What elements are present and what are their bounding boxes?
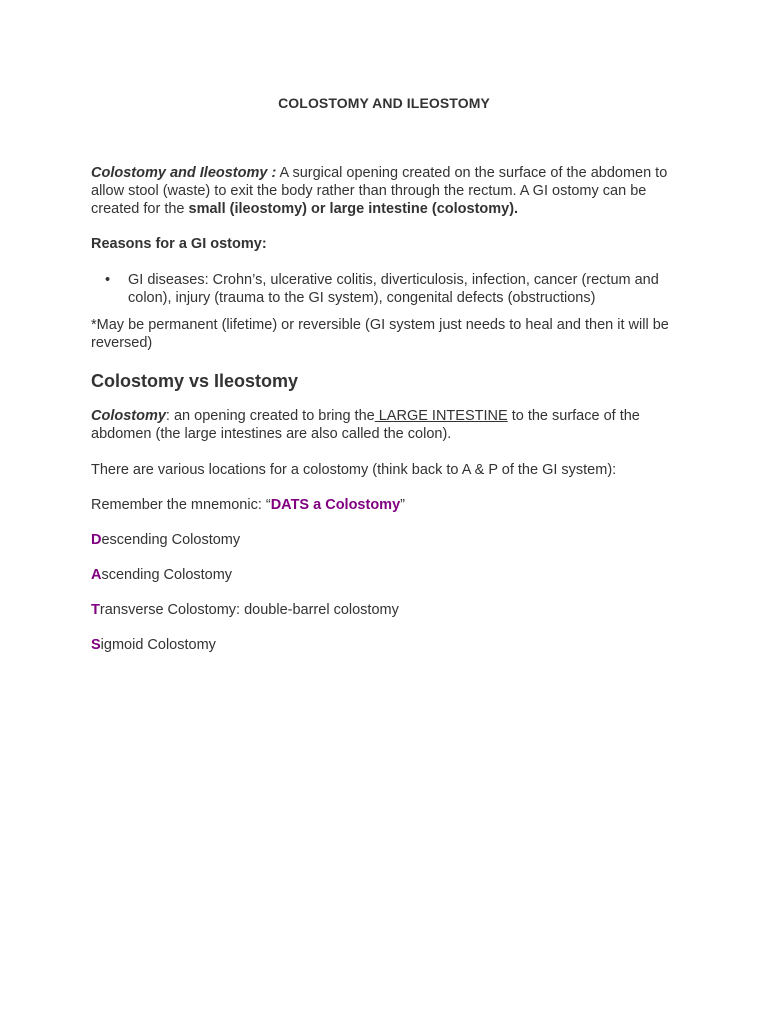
definition-term: Colostomy and Ileostomy : <box>91 165 277 181</box>
mnemonic-letter: S <box>91 637 101 653</box>
colostomy-text-1: : an opening created to bring the <box>165 408 375 424</box>
definition-bold-tail: small (ileostomy) or large intestine (colostomy). <box>188 201 519 217</box>
mnemonic-suffix: ” <box>400 497 405 513</box>
large-intestine-underlined: LARGE INTESTINE <box>374 408 508 424</box>
locations-text: There are various locations for a colostomy (think back to A & P of the GI system): <box>91 462 617 478</box>
list-item <box>91 601 681 619</box>
list-item <box>91 636 681 654</box>
page-title: COLOSTOMY AND ILEOSTOMY <box>278 95 490 111</box>
list-item-text: ransverse Colostomy: double-barrel colostomy <box>99 602 399 618</box>
section-heading: Colostomy vs Ileostomy <box>91 371 299 391</box>
colostomy-text-2: to the surface of the abdomen (the large intestines are also called the colon). <box>91 408 640 442</box>
mnemonic-letter: A <box>91 567 102 583</box>
bullet-icon: • <box>105 272 111 288</box>
mnemonic-line <box>91 496 681 514</box>
reasons-heading: Reasons for a GI ostomy: <box>91 236 267 252</box>
definition-text: A surgical opening created on the surface of the abdomen to allow stool (waste) to exit the body rather than through the rectum. A GI ostomy can be created for the <box>91 165 668 217</box>
colostomy-definition <box>91 407 681 443</box>
list-item-text: scending Colostomy <box>101 567 233 583</box>
list-item <box>91 531 681 549</box>
mnemonic-prefix: Remember the mnemonic: “ <box>91 497 271 513</box>
definition-paragraph <box>91 164 681 218</box>
list-item-text: igmoid Colostomy <box>100 637 216 653</box>
list-item-text: GI diseases: Crohn’s, ulcerative colitis, diverticulosis, infection, cancer (rectum and colon), injury (trauma to the GI system), congenital defects (obstructions) <box>128 272 659 306</box>
list-item <box>91 271 681 307</box>
permanence-note: *May be permanent (lifetime) or reversible (GI system just needs to heal and then it will be reversed) <box>91 317 669 351</box>
reasons-list-container <box>91 271 681 307</box>
list-item <box>91 566 681 584</box>
list-item-text: escending Colostomy <box>101 532 241 548</box>
colostomy-term: Colostomy <box>91 408 166 424</box>
reasons-list <box>91 271 681 307</box>
mnemonic-letter: T <box>91 602 100 618</box>
mnemonic-letter: D <box>91 532 102 548</box>
mnemonic-text: DATS a Colostomy <box>270 497 401 513</box>
